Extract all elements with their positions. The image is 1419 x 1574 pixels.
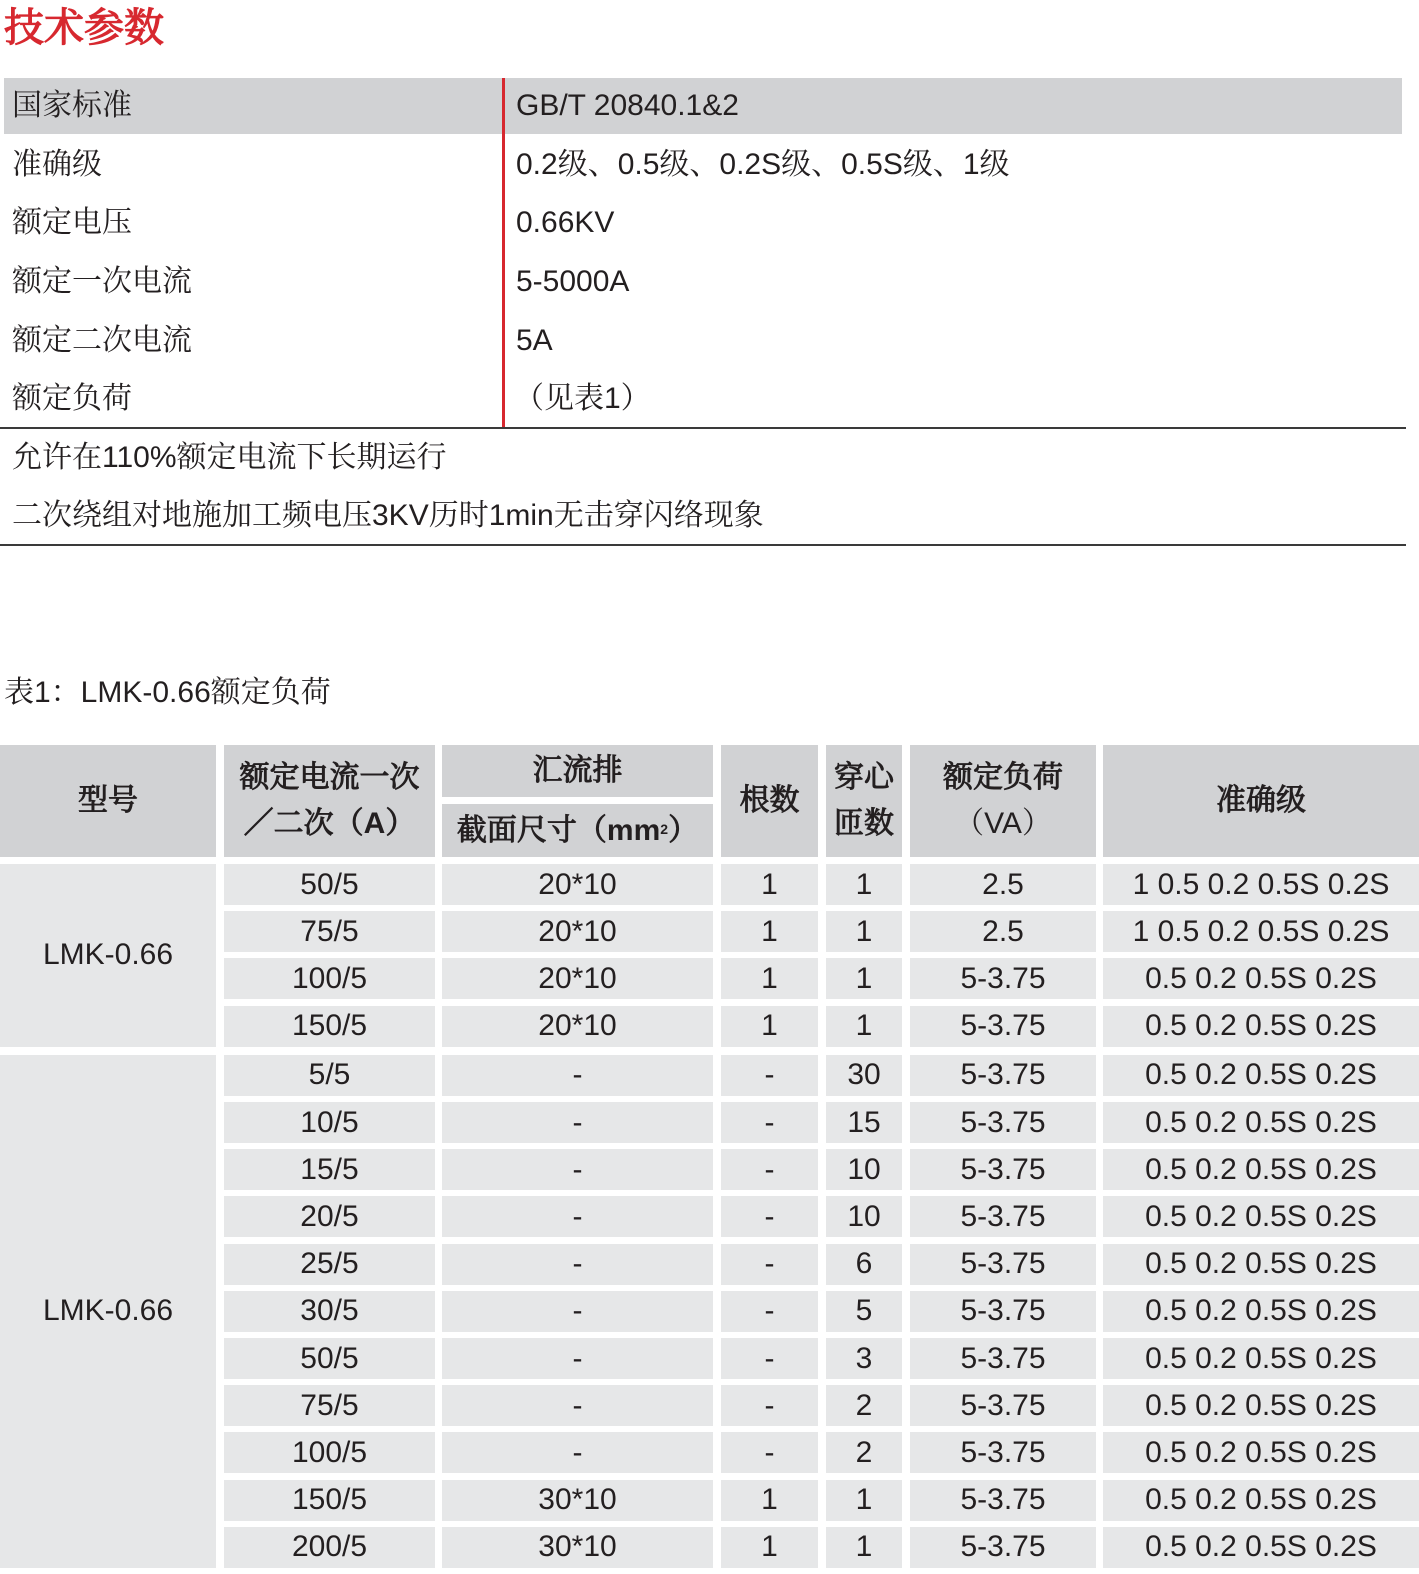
header-model — [0, 745, 216, 857]
cell-count: 1 — [721, 1527, 818, 1568]
cell-current: 150/5 — [224, 1006, 435, 1047]
header-label: 额定负荷 — [943, 761, 1063, 794]
cell-current: 15/5 — [224, 1149, 435, 1190]
cell-load: 5-3.75 — [910, 1527, 1096, 1568]
cell-load: 5-3.75 — [910, 1196, 1096, 1237]
cell-count: - — [721, 1196, 818, 1237]
cell-load: 5-3.75 — [910, 1102, 1096, 1143]
spec-value: 0.66KV — [516, 206, 615, 240]
cell-current: 75/5 — [224, 911, 435, 952]
header-label: 型号 — [78, 784, 138, 817]
cell-accuracy: 0.5 0.2 0.5S 0.2S — [1103, 1055, 1419, 1096]
cell-count: - — [721, 1291, 818, 1332]
cell-accuracy: 1 0.5 0.2 0.5S 0.2S — [1103, 911, 1419, 952]
cell-current: 200/5 — [224, 1527, 435, 1568]
cell-accuracy: 1 0.5 0.2 0.5S 0.2S — [1103, 864, 1419, 905]
header-label — [457, 808, 698, 854]
cell-load: 5-3.75 — [910, 1338, 1096, 1379]
cell-count: 1 — [721, 1480, 818, 1521]
spec-row — [0, 313, 1405, 372]
cell-load: 5-3.75 — [910, 1480, 1096, 1521]
cell-section: 20*10 — [442, 958, 713, 999]
header-label-text: 截面尺寸（mm — [456, 813, 661, 847]
header-turns — [826, 745, 902, 857]
spec-note: 二次绕组对地施加工频电压3KV历时1min无击穿闪络现象 — [12, 499, 764, 532]
cell-section: - — [442, 1244, 713, 1285]
cell-accuracy: 0.5 0.2 0.5S 0.2S — [1103, 1196, 1419, 1237]
cell-section: 30*10 — [442, 1480, 713, 1521]
cell-current: 100/5 — [224, 1432, 435, 1473]
cell-current: 50/5 — [224, 864, 435, 905]
spec-value: （见表1） — [514, 382, 651, 416]
cell-section: 20*10 — [442, 1006, 713, 1047]
cell-accuracy: 0.5 0.2 0.5S 0.2S — [1103, 1149, 1419, 1190]
cell-current: 25/5 — [224, 1244, 435, 1285]
header-busbar — [442, 745, 713, 797]
cell-accuracy: 0.5 0.2 0.5S 0.2S — [1103, 1291, 1419, 1332]
spec-label: 准确级 — [12, 147, 102, 181]
spec-value: GB/T 20840.1&2 — [516, 89, 739, 122]
cell-load: 5-3.75 — [910, 1055, 1096, 1096]
cell-accuracy: 0.5 0.2 0.5S 0.2S — [1103, 958, 1419, 999]
header-label: 汇流排 — [532, 754, 623, 787]
cell-accuracy: 0.5 0.2 0.5S 0.2S — [1103, 1102, 1419, 1143]
superscript: 2 — [660, 820, 669, 837]
spec-value: 5A — [516, 323, 553, 357]
spec-row — [0, 137, 1405, 196]
cell-turns: 1 — [826, 958, 902, 999]
cell-load: 5-3.75 — [910, 1432, 1096, 1473]
cell-section: - — [442, 1432, 713, 1473]
cell-current: 100/5 — [224, 958, 435, 999]
cell-count: - — [721, 1385, 818, 1426]
spec-row — [0, 254, 1405, 313]
cell-current: 30/5 — [224, 1291, 435, 1332]
cell-accuracy: 0.5 0.2 0.5S 0.2S — [1103, 1338, 1419, 1379]
cell-load: 5-3.75 — [910, 958, 1096, 999]
cell-turns: 6 — [826, 1244, 902, 1285]
spec-label: 额定二次电流 — [12, 323, 192, 357]
cell-turns: 1 — [826, 864, 902, 905]
cell-load: 5-3.75 — [910, 1149, 1096, 1190]
header-current — [224, 745, 435, 857]
header-label: 穿心 — [834, 761, 894, 794]
cell-turns: 1 — [826, 911, 902, 952]
cell-turns: 1 — [826, 1006, 902, 1047]
cell-turns: 3 — [826, 1338, 902, 1379]
cell-turns: 30 — [826, 1055, 902, 1096]
cell-section: - — [442, 1102, 713, 1143]
cell-current: 20/5 — [224, 1196, 435, 1237]
cell-current: 10/5 — [224, 1102, 435, 1143]
cell-count: 1 — [721, 958, 818, 999]
cell-turns: 1 — [826, 1480, 902, 1521]
cell-accuracy: 0.5 0.2 0.5S 0.2S — [1103, 1432, 1419, 1473]
cell-section: - — [442, 1196, 713, 1237]
cell-turns: 1 — [826, 1527, 902, 1568]
header-label: 根数 — [739, 784, 800, 817]
cell-section: - — [442, 1149, 713, 1190]
spec-value: 5-5000A — [516, 265, 630, 299]
cell-load: 2.5 — [910, 911, 1096, 952]
cell-current: 150/5 — [224, 1480, 435, 1521]
cell-turns: 10 — [826, 1149, 902, 1190]
cell-current: 5/5 — [224, 1055, 435, 1096]
horizontal-rule — [0, 544, 1406, 546]
cell-count: - — [721, 1244, 818, 1285]
cell-count: 1 — [721, 911, 818, 952]
header-accuracy — [1103, 745, 1419, 857]
cell-current: 75/5 — [224, 1385, 435, 1426]
cell-section: - — [442, 1055, 713, 1096]
spec-label: 国家标准 — [12, 89, 132, 122]
cell-count: - — [721, 1432, 818, 1473]
header-label: （VA） — [954, 807, 1052, 840]
cell-accuracy: 0.5 0.2 0.5S 0.2S — [1103, 1480, 1419, 1521]
header-label: 准确级 — [1216, 784, 1306, 817]
spec-value: 0.2级、0.5级、0.2S级、0.5S级、1级 — [516, 147, 1010, 181]
cell-accuracy: 0.5 0.2 0.5S 0.2S — [1103, 1527, 1419, 1568]
cell-count: - — [721, 1055, 818, 1096]
cell-load: 5-3.75 — [910, 1385, 1096, 1426]
cell-section: - — [442, 1385, 713, 1426]
cell-count: 1 — [721, 864, 818, 905]
cell-load: 5-3.75 — [910, 1291, 1096, 1332]
spec-note: 允许在110%额定电流下长期运行 — [12, 441, 447, 474]
cell-section: 20*10 — [442, 911, 713, 952]
spec-label: 额定负荷 — [12, 382, 132, 416]
spec-table — [0, 78, 1405, 430]
cell-load: 5-3.75 — [910, 1244, 1096, 1285]
spec-row — [0, 195, 1405, 254]
cell-section: 30*10 — [442, 1527, 713, 1568]
cell-model: LMK-0.66 — [0, 1055, 216, 1568]
cell-load: 5-3.75 — [910, 1006, 1096, 1047]
cell-accuracy: 0.5 0.2 0.5S 0.2S — [1103, 1385, 1419, 1426]
cell-turns: 10 — [826, 1196, 902, 1237]
header-label: ／二次（A） — [243, 807, 416, 840]
spec-label: 额定电压 — [12, 206, 132, 240]
cell-section: 20*10 — [442, 864, 713, 905]
header-label-text: ） — [668, 813, 699, 847]
cell-accuracy: 0.5 0.2 0.5S 0.2S — [1103, 1244, 1419, 1285]
cell-current: 50/5 — [224, 1338, 435, 1379]
cell-turns: 15 — [826, 1102, 902, 1143]
header-label: 额定电流一次 — [239, 761, 420, 794]
table-caption: 表1：LMK-0.66额定负荷 — [4, 676, 331, 709]
horizontal-rule — [0, 427, 1406, 429]
cell-accuracy: 0.5 0.2 0.5S 0.2S — [1103, 1006, 1419, 1047]
header-load — [910, 745, 1096, 857]
header-label: 匝数 — [834, 807, 894, 840]
cell-load: 2.5 — [910, 864, 1096, 905]
cell-model: LMK-0.66 — [0, 864, 216, 1047]
spec-label: 额定一次电流 — [12, 265, 192, 299]
cell-section: - — [442, 1291, 713, 1332]
header-count — [721, 745, 818, 857]
cell-count: 1 — [721, 1006, 818, 1047]
column-divider — [502, 78, 505, 428]
section-title: 技术参数 — [4, 6, 164, 50]
cell-count: - — [721, 1338, 818, 1379]
cell-count: - — [721, 1149, 818, 1190]
cell-turns: 5 — [826, 1291, 902, 1332]
cell-count: - — [721, 1102, 818, 1143]
cell-section: - — [442, 1338, 713, 1379]
header-section — [442, 804, 713, 857]
spec-row — [0, 78, 1405, 137]
cell-turns: 2 — [826, 1385, 902, 1426]
cell-turns: 2 — [826, 1432, 902, 1473]
spec-row — [0, 371, 1405, 430]
